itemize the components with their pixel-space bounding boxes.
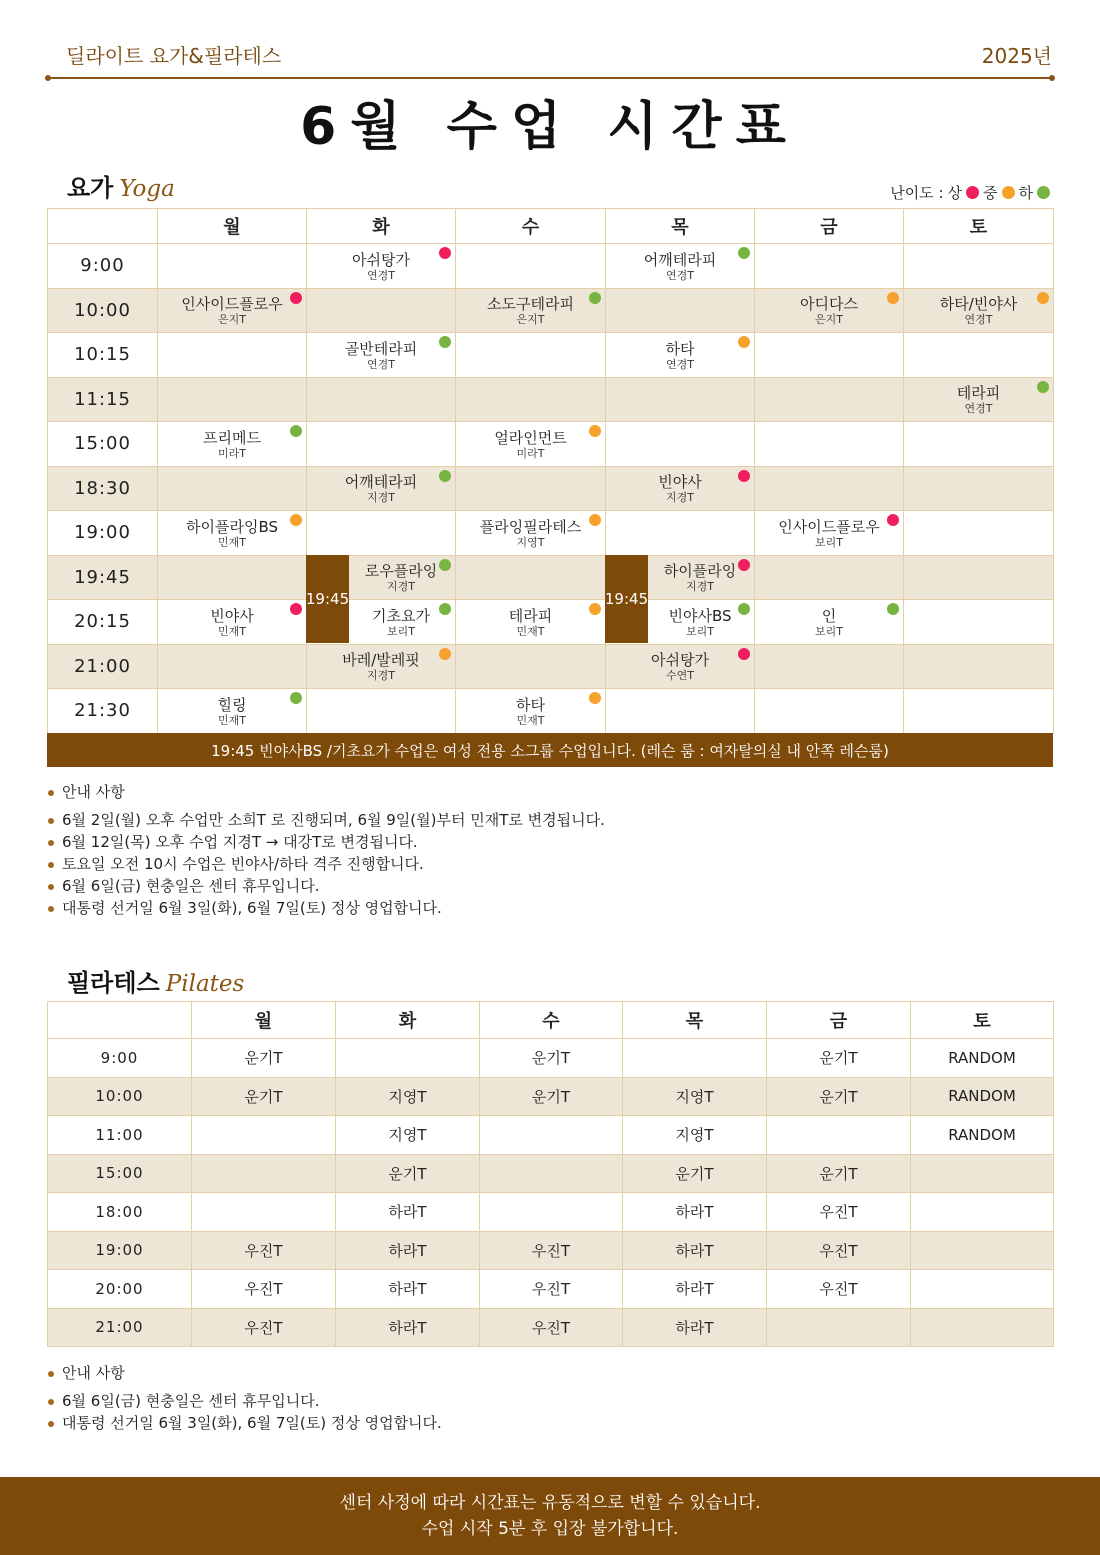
class-name: 플라잉필라테스 [479, 517, 582, 536]
pilates-day-header: 수 [480, 1002, 623, 1039]
yoga-day-header: 토 [904, 209, 1054, 244]
yoga-class-cell [606, 644, 755, 689]
pilates-time-cell: 19:00 [48, 1231, 192, 1270]
difficulty-hard-dot-icon [290, 603, 302, 615]
yoga-class-cell [307, 466, 456, 511]
class-teacher: 보리T [686, 624, 714, 638]
pilates-time-row [48, 1154, 1054, 1193]
class-teacher: 보리T [815, 624, 843, 638]
yoga-class-cell [606, 689, 755, 734]
yoga-time-cell: 10:15 [48, 333, 158, 378]
pilates-note-item: 대통령 선거일 6월 3일(화), 6월 7일(토) 정상 영업합니다. [48, 1412, 442, 1434]
yoga-class-cell [904, 466, 1054, 511]
difficulty-easy-dot-icon [887, 603, 899, 615]
pilates-class-cell [192, 1193, 336, 1232]
yoga-title-ko: 요가 [67, 174, 114, 202]
class-name: 소도구테라피 [487, 295, 574, 314]
yoga-note-item: 대통령 선거일 6월 3일(화), 6월 7일(토) 정상 영업합니다. [48, 897, 605, 919]
yoga-class-cell [158, 644, 307, 689]
pilates-class-cell: 하라T [623, 1231, 767, 1270]
pilates-time-cell: 9:00 [48, 1039, 192, 1078]
page-title: 6월 수업 시간표 [300, 97, 800, 157]
yoga-class-cell [307, 689, 456, 734]
yoga-class-cell [307, 288, 456, 333]
legend-easy-label: 하 [1018, 184, 1033, 202]
difficulty-hard-dot-icon [738, 470, 750, 482]
difficulty-mid-dot-icon [738, 336, 750, 348]
class-teacher: 보리T [387, 624, 415, 638]
yoga-class-cell [606, 333, 755, 378]
yoga-time-row [48, 689, 1054, 734]
class-teacher: 연경T [367, 268, 395, 282]
pilates-class-cell: 운기T [623, 1154, 767, 1193]
class-teacher: 수연T [666, 669, 694, 683]
yoga-note-item: 토요일 오전 10시 수업은 빈야사/하타 격주 진행합니다. [48, 853, 605, 875]
pilates-class-cell: 운기T [480, 1039, 623, 1078]
difficulty-easy-dot-icon [290, 425, 302, 437]
yoga-class-cell [158, 333, 307, 378]
difficulty-mid-dot-icon [290, 514, 302, 526]
pilates-class-cell: 운기T [767, 1154, 911, 1193]
class-name: 로우플라잉 [364, 562, 438, 581]
class-teacher: 지경T [367, 669, 395, 683]
class-teacher: 민재T [218, 624, 246, 638]
yoga-class-cell [904, 288, 1054, 333]
pilates-notes [48, 1362, 442, 1434]
yoga-note-item: 6월 2일(월) 오후 수업만 소희T 로 진행되며, 6월 9일(월)부터 민재T로 변경됩니다. [48, 809, 605, 831]
pilates-class-cell: 운기T [767, 1039, 911, 1078]
yoga-schedule-table [47, 208, 1054, 734]
class-name: 하이플라잉BS [186, 517, 278, 536]
mid-dot-icon [1002, 186, 1015, 199]
pilates-class-cell: 하라T [336, 1270, 480, 1309]
pilates-class-cell [767, 1116, 911, 1155]
yoga-time-row [48, 377, 1054, 422]
yoga-section-title [67, 168, 175, 203]
yoga-time-row [48, 555, 1054, 600]
pilates-class-cell: 운기T [192, 1039, 336, 1078]
yoga-class-cell [456, 600, 606, 645]
class-name: 빈야사 [210, 606, 254, 625]
yoga-notes [48, 781, 605, 919]
yoga-class-cell [456, 689, 606, 734]
difficulty-easy-dot-icon [589, 292, 601, 304]
yoga-class-cell [755, 288, 904, 333]
pilates-class-cell [480, 1116, 623, 1155]
pilates-class-cell: 지영T [623, 1077, 767, 1116]
yoga-class-cell [904, 600, 1054, 645]
yoga-day-header: 수 [456, 209, 606, 244]
pilates-notes-title: 안내 사항 [48, 1362, 442, 1384]
class-teacher: 미라T [516, 446, 545, 460]
pilates-day-header: 화 [336, 1002, 480, 1039]
yoga-day-header: 월 [158, 209, 307, 244]
yoga-time-cell: 11:15 [48, 377, 158, 422]
pilates-class-cell: RANDOM [911, 1116, 1054, 1155]
yoga-class-cell [606, 466, 755, 511]
yoga-class-cell [456, 377, 606, 422]
pilates-time-row [48, 1116, 1054, 1155]
difficulty-mid-dot-icon [589, 692, 601, 704]
yoga-class-cell [307, 377, 456, 422]
class-name: 어깨테라피 [344, 473, 418, 492]
yoga-class-cell [158, 244, 307, 289]
yoga-class-cell [606, 422, 755, 467]
class-teacher: 은지T [218, 313, 246, 327]
class-teacher: 지영T [516, 535, 545, 549]
yoga-time-cell: 18:30 [48, 466, 158, 511]
difficulty-easy-dot-icon [738, 247, 750, 259]
difficulty-hard-dot-icon [290, 292, 302, 304]
class-name: 빈야사 [658, 473, 702, 492]
difficulty-mid-dot-icon [1037, 292, 1049, 304]
special-time-block-thu: 19:45 [605, 555, 648, 643]
difficulty-easy-dot-icon [439, 603, 451, 615]
yoga-class-cell [904, 555, 1054, 600]
pilates-class-cell: 운기T [480, 1077, 623, 1116]
pilates-class-cell [623, 1039, 767, 1078]
class-name: 프리메드 [203, 428, 261, 447]
yoga-class-cell [307, 511, 456, 556]
difficulty-mid-dot-icon [439, 648, 451, 660]
pilates-class-cell: 우진T [480, 1308, 623, 1347]
pilates-time-row [48, 1270, 1054, 1309]
yoga-class-cell [158, 466, 307, 511]
yoga-class-cell [755, 377, 904, 422]
yoga-class-cell [755, 600, 904, 645]
yoga-class-cell [158, 288, 307, 333]
footer-line-2: 수업 시작 5분 후 입장 불가합니다. [421, 1519, 679, 1539]
yoga-class-cell [606, 511, 755, 556]
pilates-time-cell: 11:00 [48, 1116, 192, 1155]
pilates-class-cell: 우진T [767, 1270, 911, 1309]
yoga-class-cell [904, 422, 1054, 467]
yoga-time-cell: 19:45 [48, 555, 158, 600]
pilates-day-header: 목 [623, 1002, 767, 1039]
class-name: 하타/빈야사 [939, 295, 1018, 314]
pilates-time-cell: 21:00 [48, 1308, 192, 1347]
yoga-class-cell [755, 422, 904, 467]
pilates-class-cell: 지영T [336, 1116, 480, 1155]
yoga-note-item: 6월 12일(목) 오후 수업 지경T → 대강T로 변경됩니다. [48, 831, 605, 853]
yoga-class-cell [158, 511, 307, 556]
easy-dot-icon [1037, 186, 1050, 199]
footer-line-1: 센터 사정에 따라 시간표는 유동적으로 변할 수 있습니다. [339, 1493, 761, 1513]
class-name: 아쉬탕가 [352, 250, 410, 269]
special-time-block-tue: 19:45 [306, 555, 349, 643]
difficulty-mid-dot-icon [589, 514, 601, 526]
difficulty-easy-dot-icon [439, 470, 451, 482]
yoga-class-cell [606, 244, 755, 289]
yoga-class-cell [158, 600, 307, 645]
pilates-class-cell: 하라T [336, 1231, 480, 1270]
yoga-day-header-row [48, 209, 1054, 244]
pilates-class-cell: 운기T [192, 1077, 336, 1116]
pilates-time-row [48, 1039, 1054, 1078]
class-teacher: 지경T [686, 580, 714, 594]
yoga-class-cell [755, 244, 904, 289]
yoga-class-cell [456, 555, 606, 600]
studio-name: 딜라이트 요가&필라테스 [66, 44, 282, 68]
legend-mid-label: 중 [983, 184, 998, 202]
pilates-class-cell: 우진T [480, 1270, 623, 1309]
pilates-corner-cell [48, 1002, 192, 1039]
yoga-class-cell [158, 689, 307, 734]
yoga-class-cell [904, 644, 1054, 689]
pilates-time-row [48, 1193, 1054, 1232]
class-name: 기초요가 [372, 606, 430, 625]
class-name: 테라피 [956, 384, 1001, 403]
yoga-class-cell [307, 244, 456, 289]
class-teacher: 민재T [218, 713, 246, 727]
class-teacher: 연경T [964, 313, 993, 327]
yoga-time-row [48, 288, 1054, 333]
difficulty-mid-dot-icon [589, 425, 601, 437]
class-name: 하타 [665, 339, 695, 358]
class-teacher: 지경T [387, 580, 415, 594]
yoga-notes-title: 안내 사항 [48, 781, 605, 803]
yoga-time-row [48, 466, 1054, 511]
pilates-day-header-row [48, 1002, 1054, 1039]
difficulty-hard-dot-icon [738, 648, 750, 660]
pilates-class-cell: 우진T [192, 1231, 336, 1270]
yoga-time-row [48, 244, 1054, 289]
class-teacher: 민재T [516, 713, 545, 727]
yoga-time-row [48, 644, 1054, 689]
yoga-time-row [48, 333, 1054, 378]
class-teacher: 보리T [815, 535, 843, 549]
pilates-class-cell [911, 1193, 1054, 1232]
pilates-class-cell [911, 1231, 1054, 1270]
yoga-class-cell [158, 555, 307, 600]
yoga-class-cell [307, 422, 456, 467]
yoga-class-cell [904, 511, 1054, 556]
yoga-class-cell [606, 288, 755, 333]
pilates-class-cell: RANDOM [911, 1039, 1054, 1078]
yoga-time-cell: 9:00 [48, 244, 158, 289]
legend-hard-label: 상 [947, 184, 962, 202]
class-name: 하타 [516, 695, 545, 714]
yoga-class-cell [755, 333, 904, 378]
class-teacher: 민재T [218, 535, 246, 549]
pilates-class-cell: 하라T [336, 1308, 480, 1347]
header-divider [48, 77, 1052, 79]
difficulty-mid-dot-icon [887, 292, 899, 304]
class-teacher: 민재T [516, 624, 545, 638]
pilates-class-cell: 지영T [336, 1077, 480, 1116]
class-name: 인사이드플로우 [778, 517, 880, 536]
pilates-day-header: 토 [911, 1002, 1054, 1039]
pilates-time-cell: 18:00 [48, 1193, 192, 1232]
pilates-day-header: 월 [192, 1002, 336, 1039]
pilates-class-cell: 우진T [480, 1231, 623, 1270]
yoga-time-cell: 10:00 [48, 288, 158, 333]
yoga-time-cell: 21:00 [48, 644, 158, 689]
yoga-day-header: 금 [755, 209, 904, 244]
pilates-class-cell [911, 1154, 1054, 1193]
pilates-class-cell [192, 1116, 336, 1155]
pilates-time-cell: 10:00 [48, 1077, 192, 1116]
yoga-class-cell [904, 377, 1054, 422]
class-teacher: 은지T [516, 313, 545, 327]
yoga-class-cell [456, 288, 606, 333]
class-teacher: 연경T [666, 268, 694, 282]
yoga-class-cell [904, 244, 1054, 289]
yoga-note-item: 6월 6일(금) 현충일은 센터 휴무입니다. [48, 875, 605, 897]
pilates-class-cell: RANDOM [911, 1077, 1054, 1116]
class-name: 인사이드플로우 [181, 295, 283, 314]
pilates-class-cell: 하라T [623, 1193, 767, 1232]
yoga-class-cell [904, 333, 1054, 378]
pilates-class-cell [336, 1039, 480, 1078]
pilates-class-cell: 운기T [336, 1154, 480, 1193]
class-teacher: 연경T [367, 357, 395, 371]
yoga-class-cell [158, 377, 307, 422]
pilates-class-cell: 우진T [192, 1270, 336, 1309]
yoga-class-cell [456, 333, 606, 378]
yoga-time-cell: 21:30 [48, 689, 158, 734]
yoga-class-cell [158, 422, 307, 467]
yoga-class-cell [755, 511, 904, 556]
class-name: 아디다스 [800, 295, 858, 314]
footer-banner [0, 1477, 1100, 1555]
difficulty-hard-dot-icon [439, 247, 451, 259]
yoga-class-cell [755, 555, 904, 600]
yoga-class-cell [456, 422, 606, 467]
class-name: 얼라인먼트 [494, 428, 567, 447]
yoga-time-cell: 19:00 [48, 511, 158, 556]
pilates-class-cell [767, 1308, 911, 1347]
yoga-time-row [48, 511, 1054, 556]
pilates-class-cell [480, 1193, 623, 1232]
difficulty-easy-dot-icon [1037, 381, 1049, 393]
pilates-title-ko: 필라테스 [67, 969, 160, 997]
class-name: 힐링 [217, 695, 247, 714]
class-teacher: 지경T [666, 491, 694, 505]
difficulty-easy-dot-icon [738, 603, 750, 615]
class-name: 인 [821, 606, 837, 625]
difficulty-hard-dot-icon [887, 514, 899, 526]
yoga-time-row [48, 600, 1054, 645]
pilates-time-row [48, 1231, 1054, 1270]
yoga-class-cell [755, 689, 904, 734]
class-teacher: 연경T [964, 402, 993, 416]
yoga-time-cell: 20:15 [48, 600, 158, 645]
yoga-class-cell [755, 644, 904, 689]
pilates-time-cell: 20:00 [48, 1270, 192, 1309]
yoga-class-cell [307, 644, 456, 689]
pilates-class-cell: 하라T [623, 1270, 767, 1309]
class-teacher: 미라T [218, 446, 246, 460]
class-name: 바레/발레핏 [342, 651, 420, 670]
pilates-day-header: 금 [767, 1002, 911, 1039]
class-name: 빈야사BS [668, 606, 732, 625]
yoga-class-cell [456, 511, 606, 556]
class-name: 하이플라잉 [663, 562, 737, 581]
pilates-class-cell: 하라T [623, 1308, 767, 1347]
difficulty-mid-dot-icon [589, 603, 601, 615]
pilates-class-cell [192, 1154, 336, 1193]
difficulty-legend [890, 182, 1050, 203]
hard-dot-icon [966, 186, 979, 199]
class-teacher: 은지T [815, 313, 843, 327]
pilates-section-title [67, 963, 244, 998]
pilates-class-cell: 우진T [767, 1231, 911, 1270]
yoga-class-cell [456, 644, 606, 689]
women-only-notice: 19:45 빈야사BS /기초요가 수업은 여성 전용 소그룹 수업입니다. (레슨 룸 : 여자탈의실 내 안쪽 레슨룸) [47, 733, 1053, 767]
pilates-schedule-table [47, 1001, 1054, 1347]
legend-label: 난이도 : [890, 184, 944, 202]
difficulty-easy-dot-icon [290, 692, 302, 704]
pilates-class-cell [911, 1270, 1054, 1309]
yoga-class-cell [456, 244, 606, 289]
yoga-time-row [48, 422, 1054, 467]
yoga-class-cell [755, 466, 904, 511]
yoga-day-header: 목 [606, 209, 755, 244]
pilates-time-cell: 15:00 [48, 1154, 192, 1193]
pilates-time-row [48, 1077, 1054, 1116]
class-name: 아쉬탕가 [651, 651, 709, 670]
difficulty-easy-dot-icon [439, 559, 451, 571]
class-name: 골반테라피 [344, 339, 418, 358]
pilates-note-item: 6월 6일(금) 현충일은 센터 휴무입니다. [48, 1390, 442, 1412]
yoga-day-header: 화 [307, 209, 456, 244]
difficulty-easy-dot-icon [439, 336, 451, 348]
pilates-class-cell: 우진T [767, 1193, 911, 1232]
pilates-title-en: Pilates [165, 971, 245, 997]
pilates-class-cell: 우진T [192, 1308, 336, 1347]
yoga-class-cell [456, 466, 606, 511]
class-teacher: 지경T [367, 491, 395, 505]
class-teacher: 연경T [666, 357, 694, 371]
yoga-corner-cell [48, 209, 158, 244]
pilates-class-cell: 지영T [623, 1116, 767, 1155]
yoga-title-en: Yoga [119, 176, 175, 202]
yoga-time-cell: 15:00 [48, 422, 158, 467]
yoga-class-cell [307, 333, 456, 378]
pilates-class-cell: 운기T [767, 1077, 911, 1116]
yoga-class-cell [606, 377, 755, 422]
class-name: 테라피 [508, 606, 553, 625]
year-label: 2025년 [981, 44, 1052, 68]
yoga-class-cell [904, 689, 1054, 734]
pilates-class-cell [911, 1308, 1054, 1347]
class-name: 어깨테라피 [643, 250, 717, 269]
pilates-time-row [48, 1308, 1054, 1347]
pilates-class-cell: 하라T [336, 1193, 480, 1232]
difficulty-hard-dot-icon [738, 559, 750, 571]
pilates-class-cell [480, 1154, 623, 1193]
